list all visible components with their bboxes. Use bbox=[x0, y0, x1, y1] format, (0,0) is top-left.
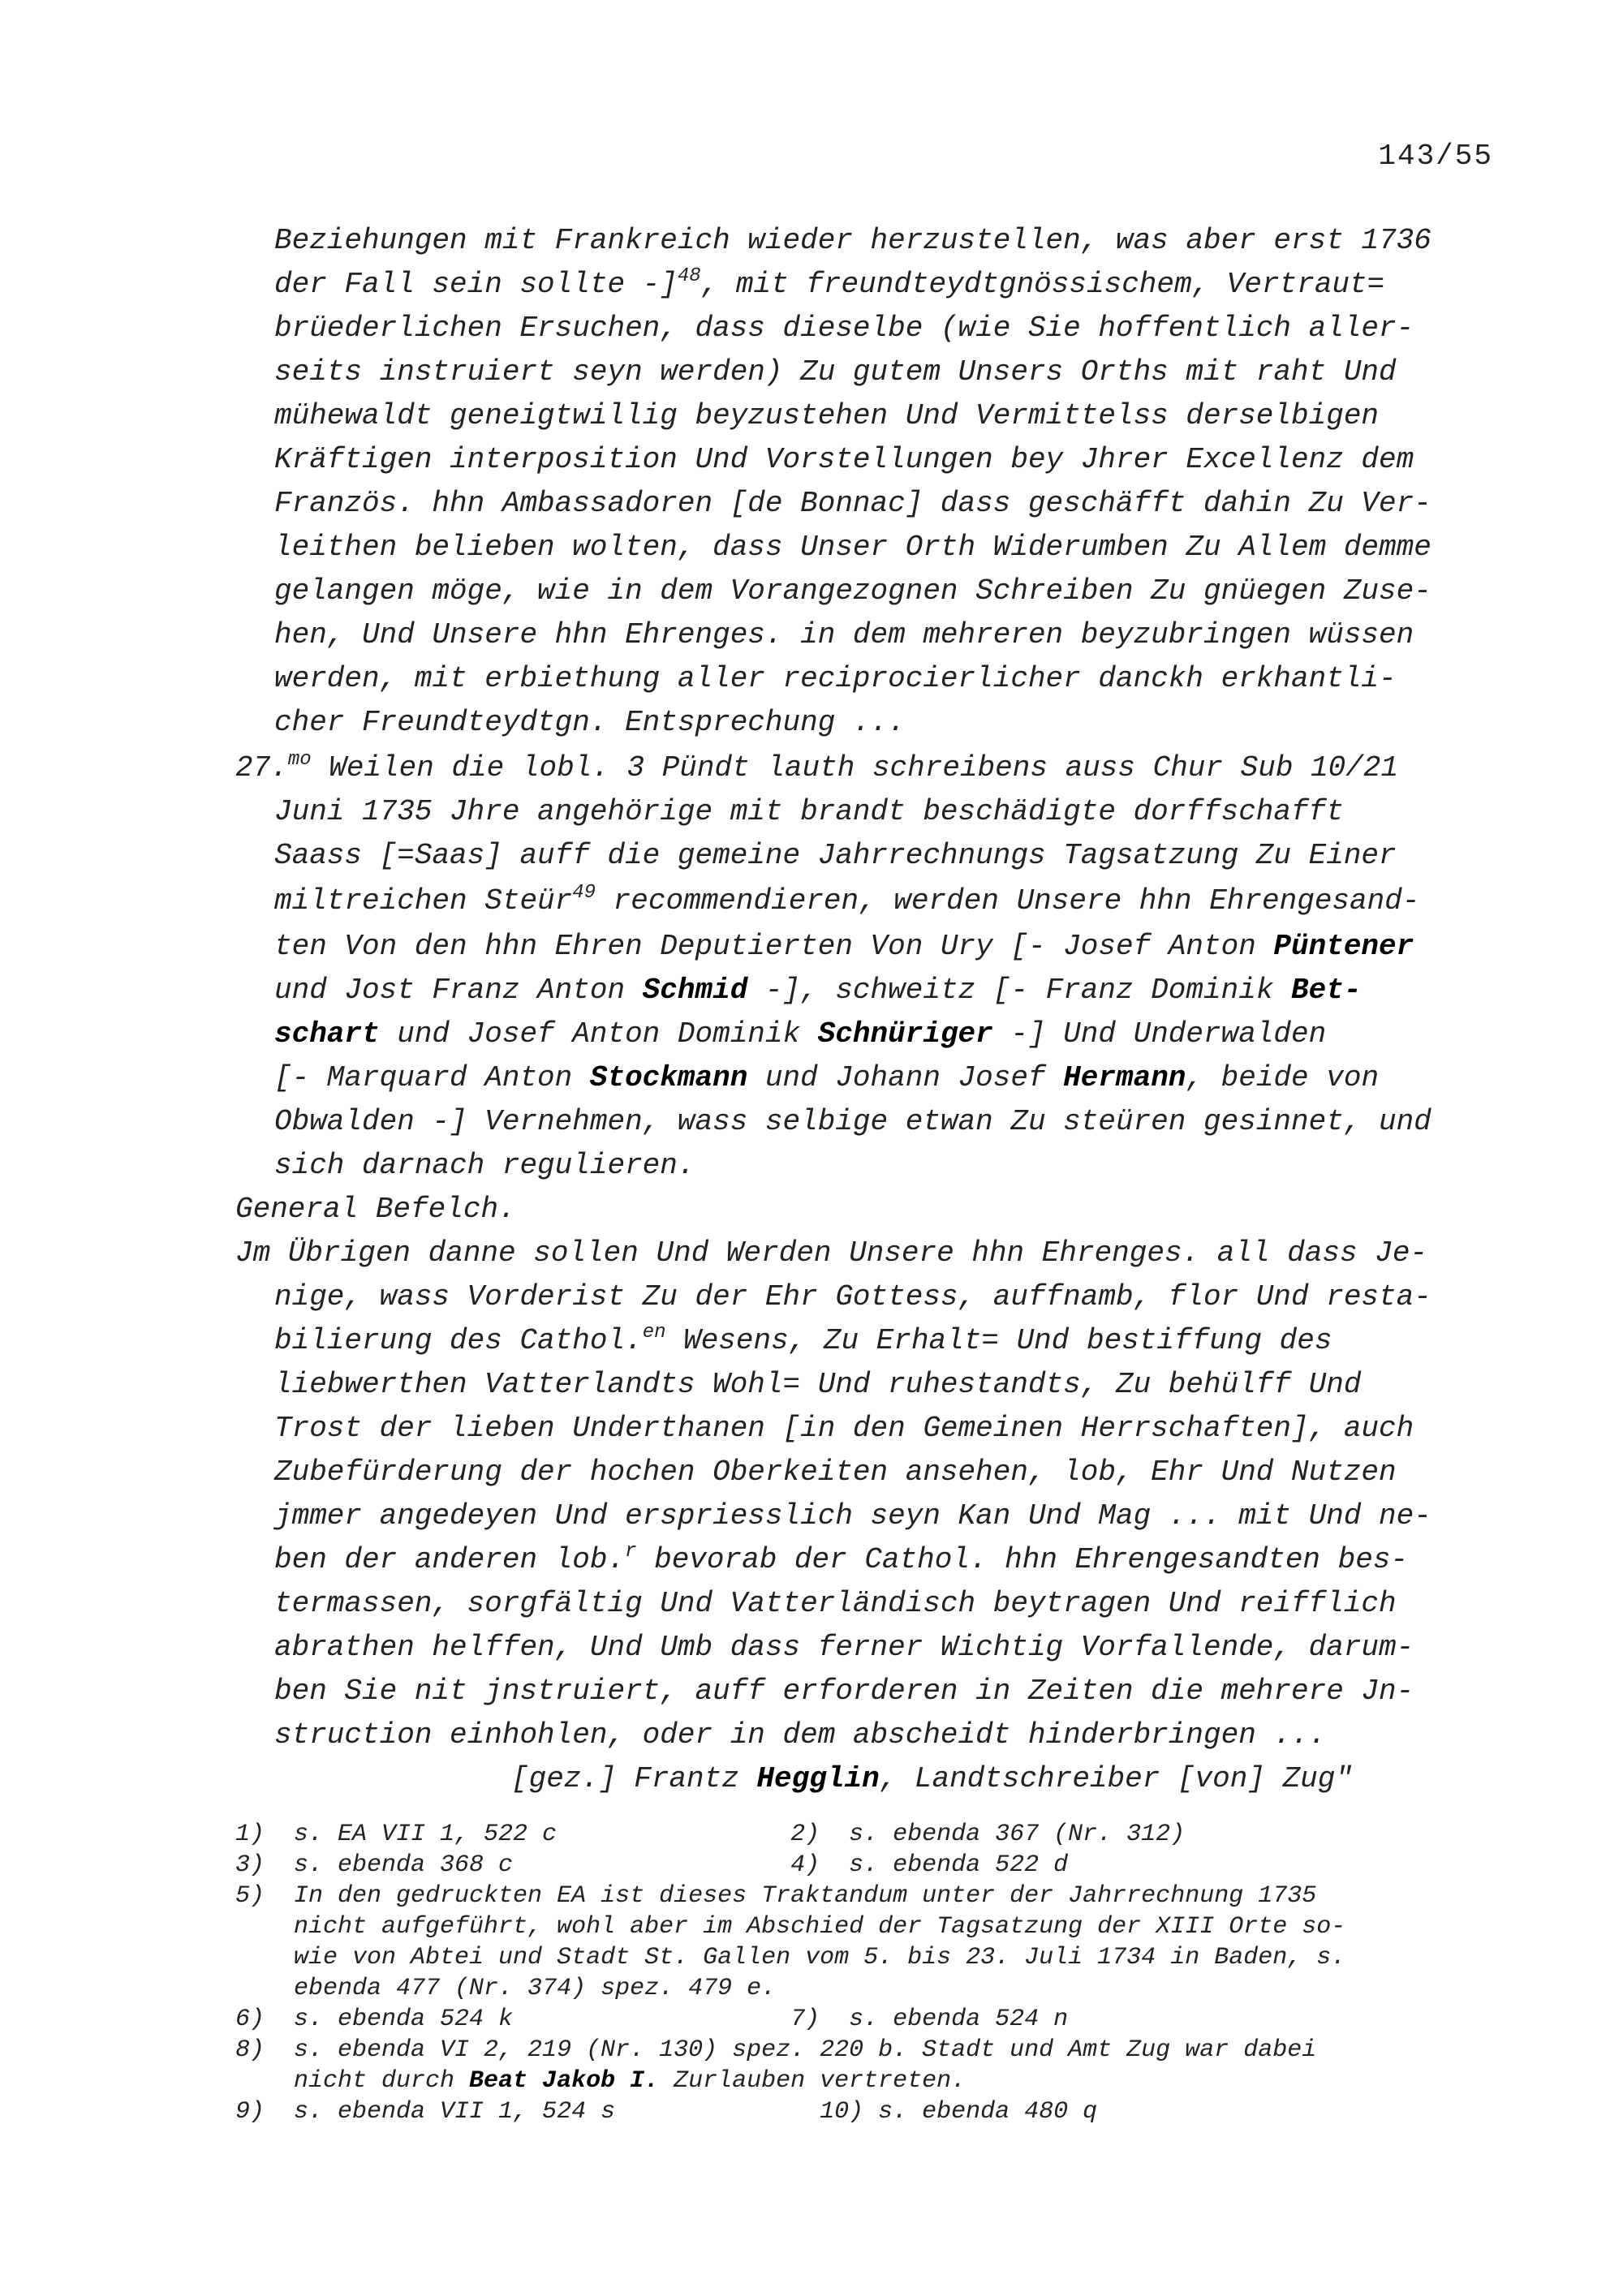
superscript: 49 bbox=[572, 882, 596, 904]
text-run: und Josef Anton Dominik bbox=[379, 1017, 818, 1051]
text-run: , beide von bbox=[1186, 1061, 1380, 1094]
text-run: recommendieren, werden Unsere hhn Ehrengesand- bbox=[596, 884, 1420, 918]
text-line bbox=[274, 1713, 1326, 1757]
text-run: , mit freundteydtgnössischem, Vertraut= bbox=[700, 268, 1385, 301]
text-line bbox=[274, 1494, 1431, 1538]
footnote-line bbox=[235, 1942, 1345, 1973]
footnote-line bbox=[235, 1881, 1316, 1911]
text-line bbox=[274, 263, 1384, 307]
text-run: Wesens, Zu Erhalt= Und bestiffung des bbox=[665, 1324, 1332, 1357]
text-run: General Befelch. bbox=[235, 1193, 516, 1226]
text-line bbox=[274, 394, 1379, 438]
text-line bbox=[235, 1232, 1427, 1275]
text-run: und Johann Josef bbox=[747, 1061, 1064, 1094]
text-run: -], schweitz [- Franz Dominik bbox=[747, 974, 1292, 1007]
text-line bbox=[274, 219, 1431, 263]
footnote-line bbox=[235, 2066, 966, 2096]
text-line bbox=[274, 482, 1431, 526]
superscript: en bbox=[642, 1322, 666, 1344]
text-line bbox=[274, 657, 1397, 701]
text-run: termassen, sorgfältig Und Vatterländisch beytragen Und reifflich bbox=[274, 1587, 1397, 1620]
text-run: und Jost Franz Anton bbox=[274, 974, 643, 1007]
text-line bbox=[235, 746, 1398, 790]
superscript: mo bbox=[287, 749, 312, 771]
text-run: 1) s. EA VII 1, 522 c 2) s. ebenda 367 (Nr. 312) bbox=[235, 1821, 1186, 1848]
text-line bbox=[274, 1626, 1414, 1670]
text-run: nicht durch bbox=[235, 2067, 470, 2095]
text-run: sich darnach regulieren. bbox=[274, 1149, 695, 1182]
bold-name: Schmid bbox=[642, 974, 748, 1007]
footnote-line bbox=[235, 2096, 1097, 2127]
text-run: hen, Und Unsere hhn Ehrenges. in dem mehreren beyzubringen wüssen bbox=[274, 618, 1414, 651]
text-run: nige, wass Vorderist Zu der Ehr Gottess, auffnamb, flor Und resta- bbox=[274, 1280, 1431, 1314]
text-run: 27. bbox=[235, 751, 288, 785]
text-run: nicht aufgeführt, wohl aber im Abschied der Tagsatzung der XIII Orte so- bbox=[235, 1913, 1346, 1941]
text-line bbox=[274, 1538, 1408, 1582]
text-line bbox=[511, 1757, 1353, 1801]
footnote-line bbox=[235, 1911, 1345, 1942]
text-line bbox=[274, 307, 1414, 350]
text-run: jmmer angedeyen Und erspriesslich seyn Kan Und Mag ... mit Und ne- bbox=[274, 1499, 1431, 1533]
superscript: 48 bbox=[677, 265, 701, 287]
text-line bbox=[274, 526, 1431, 570]
text-run: struction einhohlen, oder in dem abscheidt hinderbringen ... bbox=[274, 1718, 1327, 1752]
text-run: gelangen möge, wie in dem Vorangezognen Schreiben Zu gnüegen Zuse- bbox=[274, 574, 1431, 608]
footnote-line bbox=[235, 1973, 776, 2004]
text-line bbox=[274, 1275, 1431, 1319]
bold-name: Hermann bbox=[1063, 1061, 1186, 1094]
text-line bbox=[274, 790, 1344, 834]
bold-name: Hegglin bbox=[756, 1762, 880, 1795]
footnote-line bbox=[235, 1819, 1185, 1850]
footnote-line bbox=[235, 2035, 1316, 2066]
footnote-line bbox=[235, 1850, 1068, 1881]
text-run: ben Sie nit jnstruiert, auff erforderen in Zeiten die mehrere Jn- bbox=[274, 1675, 1414, 1708]
text-run: 8) s. ebenda VI 2, 219 (Nr. 130) spez. 220 b. Stadt und Amt Zug war dabei bbox=[235, 2036, 1317, 2064]
text-line bbox=[274, 1100, 1431, 1144]
text-run: Zubefürderung der hochen Oberkeiten ansehen, lob, Ehr Und Nutzen bbox=[274, 1455, 1397, 1489]
footnote-line bbox=[235, 2004, 1068, 2035]
text-run: Französ. hhn Ambassadoren [de Bonnac] dass geschäfft dahin Zu Ver- bbox=[274, 487, 1431, 520]
bold-name: Püntener bbox=[1273, 930, 1414, 963]
text-line bbox=[274, 1363, 1361, 1407]
text-run: ten Von den hhn Ehren Deputierten Von Ury [- Josef Anton bbox=[274, 930, 1274, 963]
text-run: 6) s. ebenda 524 k 7) s. ebenda 524 n bbox=[235, 2006, 1069, 2033]
text-run: Saass [=Saas] auff die gemeine Jahrrechnungs Tagsatzung Zu Einer bbox=[274, 839, 1397, 872]
text-run: Jm Übrigen danne sollen Und Werden Unsere hhn Ehrenges. all dass Je- bbox=[235, 1236, 1428, 1270]
text-line bbox=[274, 879, 1419, 923]
text-run: bevorab der Cathol. hhn Ehrengesandten bes- bbox=[636, 1543, 1409, 1576]
text-line bbox=[274, 1582, 1397, 1626]
text-run: werden, mit erbiethung aller reciprocierlicher danckh erkhantli- bbox=[274, 662, 1397, 695]
text-line bbox=[235, 1188, 516, 1232]
text-run: miltreichen Steür bbox=[274, 884, 573, 918]
text-line bbox=[274, 1013, 1326, 1056]
text-line bbox=[274, 1319, 1332, 1363]
text-run: brüederlichen Ersuchen, dass dieselbe (wie Sie hoffentlich aller- bbox=[274, 312, 1414, 345]
text-run: Trost der lieben Underthanen [in den Gemeinen Herrschaften], auch bbox=[274, 1412, 1414, 1445]
page-number: 143/55 bbox=[1378, 140, 1493, 173]
text-line bbox=[274, 1056, 1379, 1100]
text-run: ebenda 477 (Nr. 374) spez. 479 e. bbox=[235, 1975, 777, 2002]
text-line bbox=[274, 1144, 695, 1188]
text-line bbox=[274, 1670, 1414, 1713]
text-run: [- Marquard Anton bbox=[274, 1061, 590, 1094]
text-run: 5) In den gedruckten EA ist dieses Traktandum unter der Jahrrechnung 1735 bbox=[235, 1882, 1317, 1910]
text-line bbox=[274, 969, 1361, 1013]
text-line bbox=[274, 1451, 1397, 1494]
text-run: Zurlauben vertreten. bbox=[659, 2067, 966, 2095]
text-line bbox=[274, 1407, 1414, 1451]
text-line bbox=[274, 613, 1414, 657]
text-run: , Landtschreiber [von] Zug" bbox=[879, 1762, 1353, 1795]
text-line bbox=[274, 925, 1414, 969]
bold-name: Stockmann bbox=[589, 1061, 748, 1094]
bold-name: Bet- bbox=[1291, 974, 1362, 1007]
bold-name: Schnüriger bbox=[817, 1017, 993, 1051]
text-run: Kräftigen interposition Und Vorstellungen bey Jhrer Excellenz dem bbox=[274, 443, 1414, 476]
text-run: abrathen helffen, Und Umb dass ferner Wichtig Vorfallende, darum- bbox=[274, 1631, 1414, 1664]
text-run: -] Und Underwalden bbox=[992, 1017, 1327, 1051]
text-line bbox=[274, 834, 1397, 878]
text-run: wie von Abtei und Stadt St. Gallen vom 5. bis 23. Juli 1734 in Baden, s. bbox=[235, 1944, 1346, 1971]
text-run: mühewaldt geneigtwillig beyzustehen Und Vermittelss derselbigen bbox=[274, 399, 1380, 432]
text-run: leithen belieben wolten, dass Unser Orth Widerumben Zu Allem demme bbox=[274, 531, 1431, 564]
superscript: r bbox=[625, 1541, 637, 1563]
text-run: der Fall sein sollte -] bbox=[274, 268, 678, 301]
text-run: Juni 1735 Jhre angehörige mit brandt beschädigte dorffschafft bbox=[274, 795, 1344, 828]
text-run: 9) s. ebenda VII 1, 524 s 10) s. ebenda 480 q bbox=[235, 2098, 1098, 2126]
text-run: liebwerthen Vatterlandts Wohl= Und ruhestandts, Zu behülff Und bbox=[274, 1368, 1362, 1401]
bold-name: Beat Jakob I. bbox=[469, 2067, 660, 2095]
text-run: ben der anderen lob. bbox=[274, 1543, 626, 1576]
text-line bbox=[274, 350, 1397, 394]
text-run: Beziehungen mit Frankreich wieder herzustellen, was aber erst 1736 bbox=[274, 224, 1431, 257]
text-run: 3) s. ebenda 368 c 4) s. ebenda 522 d bbox=[235, 1851, 1069, 1879]
text-run: bilierung des Cathol. bbox=[274, 1324, 643, 1357]
text-run: Weilen die lobl. 3 Pündt lauth schreibens auss Chur Sub 10/21 bbox=[311, 751, 1399, 785]
text-run: Obwalden -] Vernehmen, wass selbige etwan Zu steüren gesinnet, und bbox=[274, 1105, 1431, 1138]
text-line bbox=[274, 570, 1431, 613]
text-run: seits instruiert seyn werden) Zu gutem Unsers Orths mit raht Und bbox=[274, 355, 1397, 389]
text-line bbox=[274, 701, 906, 745]
text-run: cher Freundteydtgn. Entsprechung ... bbox=[274, 706, 906, 739]
text-run: [gez.] Frantz bbox=[511, 1762, 757, 1795]
text-line bbox=[274, 438, 1414, 482]
bold-name: schart bbox=[274, 1017, 380, 1051]
